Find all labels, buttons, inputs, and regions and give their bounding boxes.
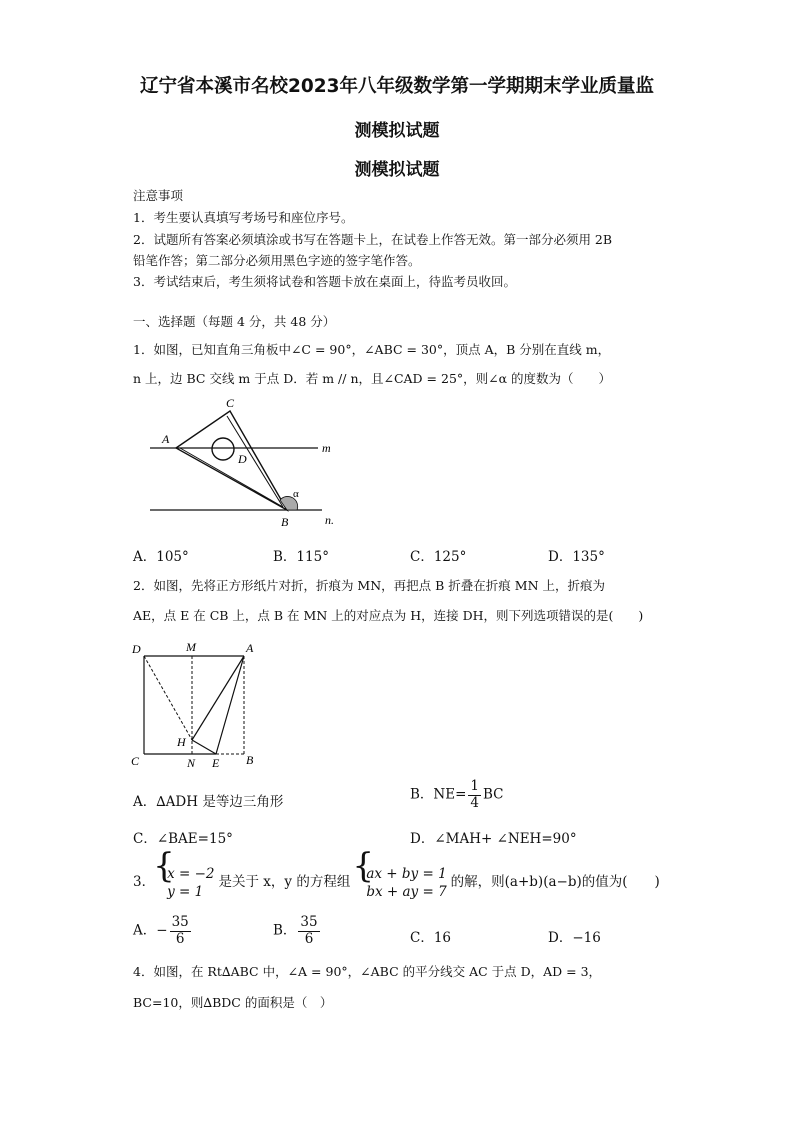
label-c: C [226,396,235,410]
q3-solution-system [155,865,214,901]
q3-option-a-fraction [170,916,191,946]
triangle-hole [212,438,234,460]
q2-text-line2: AE，点 E 在 CB 上，点 B 在 MN 上的对应点为 H，连接 DH，则下列选项错误的是( ) [133,608,644,623]
q2-option-c: C．∠BAE=15° [133,831,233,847]
q3-option-a [133,916,191,946]
fraction-numerator: 1 [470,778,479,794]
q3-equation-2: bx + ay = 7 [366,883,447,900]
q4-text-line1: 4．如图，在 Rt∆ABC 中，∠A = 90°，∠ABC 的平分线交 AC 于点 D，AD = 3， [133,964,602,979]
q1-text-line2: n 上，边 BC 交线 m 于点 D．若 m // n，且∠CAD = 25°，则∠α 的度数为（ ） [133,371,612,386]
triangle-inner-edge-2 [227,416,283,507]
fraction-denominator: 4 [470,794,479,811]
notes-item-2: 2．试题所有答案必须填涂或书写在答题卡上，在试卷上作答无效。第一部分必须用 2B [133,232,613,247]
segment-ah [192,656,244,740]
q3-equation-1: { ax + by = 1 [366,865,447,882]
q3-number: 3． [133,874,156,890]
q3-option-a-prefix: A．− [133,922,168,939]
label-c: C [131,754,140,768]
notes-item-2-cont: 铅笔作答；第二部分必须用黑色字迹的签字笔作答。 [133,253,421,268]
q3-equation-system [354,865,446,901]
label-n: n. [325,513,334,527]
q3-tail-text: 的解，则(a+b)(a−b)的值为( ) [450,874,660,890]
q1-text-line1: 1．如图，已知直角三角板中∠C = 90°，∠ABC = 30°，顶点 A，B 分别在直线 m， [133,342,611,357]
q3-stem [133,862,660,902]
label-d: D [132,642,141,656]
q1-option-a: A．105° [133,549,189,565]
fraction-denominator: 6 [304,930,314,947]
notes-item-1: 1．考生要认真填写考场号和座位序号。 [133,210,354,225]
q2-option-b-suffix: BC [483,786,504,803]
label-m: m [322,441,331,455]
q3-option-d: D．−16 [548,930,601,946]
q1-figure [140,393,350,533]
fraction-numerator: 35 [300,914,318,930]
segment-ae [216,656,244,754]
q4-text-line2: BC=10，则∆BDC 的面积是（ ） [133,995,333,1010]
label-h: H [177,735,186,749]
notes-item-3: 3．考试结束后，考生须将试卷和答题卡放在桌面上，待监考员收回。 [133,274,516,289]
label-b: B [281,515,289,529]
exam-title-line3: 测模拟试题 [354,160,440,180]
label-n: N [187,756,196,770]
q2-option-a: A．∆ADH 是等边三角形 [133,794,284,810]
label-b: B [246,753,254,767]
fraction-numerator: 35 [171,914,189,930]
label-m: M [186,640,196,654]
exam-title-line1: 辽宁省本溪市名校2023年八年级数学第一学期期末学业质量监 [140,76,654,97]
label-d: D [238,452,247,466]
q2-text-line1: 2．如图，先将正方形纸片对折，折痕为 MN，再把点 B 折叠在折痕 MN 上，折痕为 [133,578,605,593]
q1-option-d: D．135° [548,549,605,565]
q2-option-b-prefix: B．NE= [410,786,467,803]
q3-solution-y: y = 1 [167,883,204,900]
q3-option-b [273,916,320,946]
triangle-abc [176,411,287,510]
q2-option-d: D．∠MAH+ ∠NEH=90° [410,831,577,847]
q3-option-b-fraction [298,916,319,946]
q3-solution-x: { x = −2 [167,865,215,882]
q3-mid-text: 是关于 x，y 的方程组 [218,874,351,890]
label-e: E [212,756,220,770]
q2-figure [128,638,268,772]
exam-title-line2: 测模拟试题 [354,121,440,141]
q1-option-c: C．125° [410,549,467,565]
segment-he [192,740,216,754]
label-alpha: α [293,488,299,500]
q3-option-c: C．16 [410,930,452,946]
fraction-one-quarter [468,780,481,810]
q1-option-b: B．115° [273,549,329,565]
notes-heading: 注意事项 [133,188,184,203]
q3-option-b-prefix: B． [273,922,297,939]
label-a: A [246,641,254,655]
section-heading: 一、选择题（每题 4 分，共 48 分） [133,314,336,329]
fraction-denominator: 6 [175,930,185,947]
q2-option-b [410,780,504,810]
label-a: A [162,432,170,446]
segment-dh [144,656,192,740]
